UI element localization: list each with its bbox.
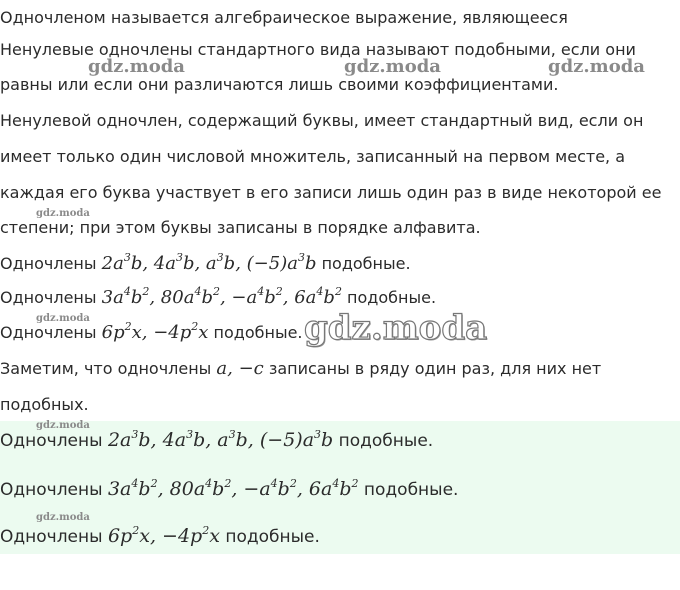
example-row-3-math: $6p^2x$, $-4p^2x$: [101, 320, 209, 343]
answer-highlight: [0, 421, 680, 554]
example-row-1-suffix: подобные.: [321, 254, 411, 273]
example-row-3-suffix: подобные.: [213, 323, 303, 342]
answer-row-3-math: $6p^2x$, $-4p^2x$: [107, 524, 220, 547]
example-row-1-math: $2a^3b$, $4a^3b$, $a^3b$, $(-5)a^3b$: [101, 251, 317, 274]
watermark: gdz.moda: [304, 308, 488, 348]
answer-row-1-prefix: Одночлены: [0, 431, 103, 451]
example-row-2-prefix: Одночлены: [0, 288, 97, 307]
answer-row-1-math: $2a^3b$, $4a^3b$, $a^3b$, $(-5)a^3b$: [107, 428, 334, 451]
watermark: gdz.moda: [36, 420, 90, 431]
watermark: gdz.moda: [88, 56, 185, 77]
answer-row-2: [0, 479, 458, 500]
note-text-end: записаны в ряду один раз, для них нет: [268, 359, 602, 378]
example-row-2-math: $3a^4b^2$, $80a^4b^2$, $-a^4b^2$, $6a^4b^2$: [101, 285, 342, 308]
answer-row-1: [0, 430, 433, 451]
note-line-1: [0, 359, 601, 379]
watermark: gdz.moda: [344, 56, 441, 77]
theory-line-6: каждая его буква участвует в его записи лишь один раз в виде некоторой ее: [0, 183, 662, 202]
example-row-1: [0, 251, 411, 274]
answer-row-2-prefix: Одночлены: [0, 480, 103, 500]
example-row-1-prefix: Одночлены: [0, 254, 97, 273]
theory-line-4: Ненулевой одночлен, содержащий буквы, имеет стандартный вид, если он: [0, 111, 644, 130]
watermark: gdz.moda: [548, 56, 645, 77]
answer-row-2-suffix: подобные.: [363, 480, 459, 500]
theory-line-2: Ненулевые одночлены стандартного вида называют подобными, если они: [0, 40, 636, 59]
note-math-vars: a, −c: [216, 358, 264, 379]
theory-line-1: Одночленом называется алгебраическое выражение, являющееся: [0, 8, 568, 27]
watermark: gdz.moda: [36, 512, 90, 523]
example-row-2-suffix: подобные.: [347, 288, 437, 307]
answer-row-3: [0, 526, 320, 547]
watermark: gdz.moda: [36, 208, 90, 219]
answer-row-1-suffix: подобные.: [338, 431, 434, 451]
answer-row-3-suffix: подобные.: [225, 527, 320, 547]
note-text-start: Заметим, что одночлены: [0, 359, 212, 378]
example-row-3: [0, 320, 303, 343]
watermark: gdz.moda: [36, 313, 90, 324]
theory-line-5: имеет только один числовой множитель, записанный на первом месте, а: [0, 147, 626, 166]
example-row-2: [0, 285, 437, 308]
note-line-2: подобных.: [0, 395, 89, 414]
answer-row-2-math: $3a^4b^2$, $80a^4b^2$, $-a^4b^2$, $6a^4b^2$: [107, 477, 359, 500]
answer-row-3-prefix: Одночлены: [0, 527, 103, 547]
theory-line-3: равны или если они различаются лишь своими коэффициентами.: [0, 75, 559, 94]
example-row-3-prefix: Одночлены: [0, 323, 97, 342]
theory-line-7: степени; при этом буквы записаны в порядке алфавита.: [0, 218, 481, 237]
